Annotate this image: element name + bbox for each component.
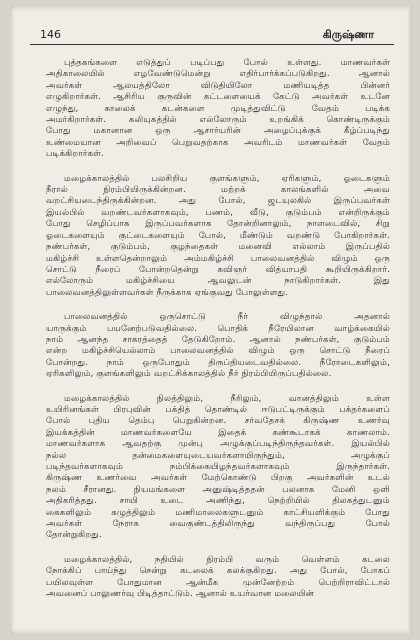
text-line: அவர்கள் நேராக வைகுண்டத்திலிருந்து வந்திருப்பது போல் [46,519,390,530]
text-line: அவனைப் பாலுணர்வு பிடித்தாட்டும். ஆனால் உயர்வான மலையின் [46,589,315,600]
page-header [30,28,394,46]
text-line: எல்லோரும் மகிழ்ச்சியை ஆவலுடன் நாடுகிறார்கள். இது [46,276,390,287]
text-line: உயிரினங்கள் பிரபுவின் பக்தித் தொண்டில் ஈடுபட்டிருக்கும் பக்தர்களைப் [46,404,390,415]
text-line: அதிகரித்தது. சாயி உடை அணிந்து, நெற்றியில் திலகத்துடனும் [46,496,390,507]
text-line: அவர்கள் ஆலயத்திலோ விடுதியிலோ மணியடித்த பின்னர் [46,80,390,91]
text-line: ஏரிகளிலும், குளங்களிலும் வறட்சிக்காலத்தில் நீர் நிரம்பியிருப்பதில்லை. [46,369,332,380]
text-line: போது செழிப்பாக இருப்பவர்களாக தோன்றினாலும், நாளடைவில், சிறு [46,219,390,230]
text-line: நண்பர்கள், குடும்பம், குழந்தைகள் மனைவி எல்லாம் இருப்பதில் [46,242,390,253]
text-line: கைகளிலும் கழுத்திலும் மணிமாலைகளுடனும் காட்சியளிக்கும் போது [46,507,390,518]
text-line: மழைக்காலத்தில் நிலத்திலும், நீரிலும், வானத்திலும் உள்ள [64,393,390,404]
text-line: நாம் ஆனந்த சாகரத்தைத் தேடுகிறோம். ஆனால் நண்பர்கள், குடும்பம் [46,334,390,345]
text-line: அதிகாலையில் எழவேண்டுமென்று எதிர்பார்க்கப்படுகிறது. ஆனால் [46,69,390,80]
header-rule [30,44,394,45]
text-line: நலம் சீரானது. நியமங்களை அனுஷ்டித்ததன் பலனாக மேனி ஒளி [46,484,390,495]
text-line: மாணவர்களாக ஆவதற்கு முன்பு அழுக்குப்படிந்திருந்தவர்கள். இயல்பில் [46,439,390,450]
text-line: ஓடைகளையும் குட்டைகளையும் போல், மீண்டும் வறண்டு போகிறார்கள். [46,230,390,241]
text-line: போது மகானான ஒரு ஆசார்யரின் அழைப்புக்குக் கீழ்ப்படிந்து [46,126,390,137]
text-line: படிக்கிறார்கள். [46,149,104,160]
text-line: யாருக்கும் பயனேற்படுவதில்லை. பொதிக் நீரேயிலான வாழ்க்கையில் [46,323,390,334]
text-line: மழைக்காலத்தில் பலசிறிய குளங்களும், ஏரிகளும், ஓடைகளும் [64,173,390,184]
text-line: நல்ல தன்மைகளையுடையவர்களாயிருந்தும், அழுக்குப் [46,450,390,461]
text-line: நோக்கிப் பாய்ந்து சென்று கடலைக் கலக்குகிறது. அது போல், போகப் [46,566,390,577]
paragraph [46,394,390,542]
text-line: என்ற மகிழ்ச்சியெல்லாம் பாலைவனத்தில் விழும் ஒரு சொட்டு நீரைப் [46,346,390,357]
text-line: வறட்சியடைந்திருக்கின்றன. அது போல், ஜடயுலகில் இருப்பவர்கள் [46,196,390,207]
text-line: இயல்பில் வறண்டவர்களாகவும், பணம், வீடு, குடும்பம் என்றிருக்கும் [46,207,390,218]
text-line: பாலைவனத்தில் ஒருசொட்டு நீர் விழுந்தால் அதனால் [64,312,390,323]
page-binding-shadow [408,6,412,634]
book-page [10,6,412,634]
paragraph [46,58,390,161]
page-number: 146 [40,28,61,41]
text-line: பாலைவனத்திலுள்ளவர்கள் நீருக்காக ஏங்குவது போலுள்ளது. [46,287,289,298]
text-line: எழுகிறார்கள். ஆசிரிய குருவின் கட்டளையைக் கேட்டு அவர்கள் உடனே [46,92,390,103]
page-body [46,58,390,613]
text-line: போல் புதிய தெம்பு பெறுகின்றன. சர்வதேசக் கிருஷ்ண உணர்வு [46,416,390,427]
text-line: அமர்கிறார்கள். கலியுகத்தில் எல்லோரும் உறங்கிக் கொண்டிருக்கும் [46,115,390,126]
paragraph [46,174,390,299]
text-line: இயக்கத்தின் மாணவர்களையே இதைக் கண்கூடாகக் காணலாம். [46,427,390,438]
paragraph [46,555,390,601]
text-line: மகிழ்ச்சி உள்ளதென்றாலும் அம்மகிழ்ச்சி பாலைவனத்தில் விழும் ஒரு [46,253,390,264]
text-line: மழைக்காலத்தில், நதியில் நிரம்பி வரும் வெள்ளம் கடலை [64,554,390,565]
running-head: கிருஷ்ணா [322,28,374,41]
text-line: போன்றது. நாம் ஒருபோதும் திருப்தியடைவதில்லை. நீரோடைகளிலும், [46,357,390,368]
text-line: படிந்தவர்களாகவும் நம்பிக்கையிழந்தவர்களாகவும் இருந்தார்கள். [46,462,390,472]
text-line: உண்மையான அறிவைப் பெறுவதற்காக அவரிடம் மாணவர்கள் வேதம் [46,137,390,148]
text-line: சொட்டு நீரைப் போன்றதென்று கவிஞர் வித்யாபதி கூறியிருக்கிறார். [46,264,390,275]
text-line: பயிலவுள்ள போதுமான ஆன்மீக முன்னேற்றம் பெற்றிராவிட்டால் [46,577,390,588]
text-line: புத்தகங்களை எடுத்துப் படிப்பது போல் உள்ளது. மாணவர்கள் [64,58,390,68]
text-line: எழுந்து, காலைக் கடன்களை முடித்துவிட்டு வேதம் படிக்க [46,103,390,114]
text-line: நீரால் நிரம்பியிருக்கின்றன. மற்றக் காலங்களில் அவை [46,185,390,196]
text-line: கிருஷ்ண உணர்வை அவர்கள் மேற்கொண்டு பிறகு அவர்களின் உடல் [46,473,390,484]
text-line: தோன்றுகிறது. [46,530,102,541]
paragraph [46,312,390,380]
